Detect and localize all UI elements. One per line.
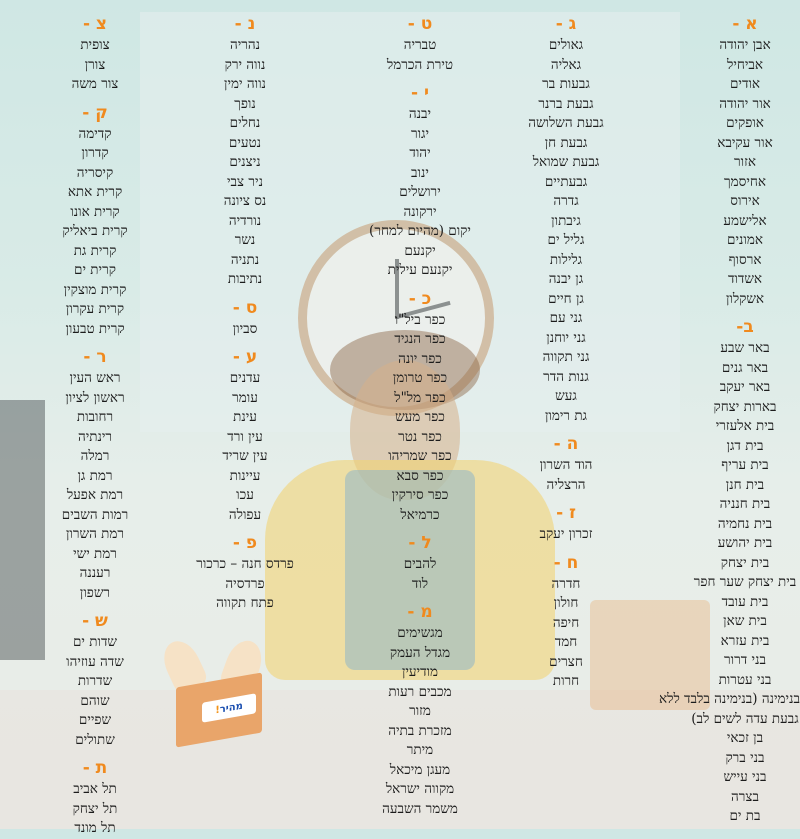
city-item: פרדסיה [225,575,265,592]
letter-heading: צ - [82,14,108,34]
city-item: חרות [552,673,580,689]
city-item: בני עייש [723,769,767,785]
city-item: נהריה [229,37,261,53]
city-item: בית יצחק [720,554,770,571]
logo-text: מהיר [219,700,243,716]
city-item: קרית ים [74,262,116,278]
city-item: גבעת עדה לשים לב) [691,710,799,727]
city-item: קדימה [78,125,112,142]
city-item: רמת גן [77,467,113,484]
city-item: הוד השרון [539,457,593,473]
city-item: בית חנן [725,476,765,493]
city-item: אזור [734,154,756,170]
city-item: בית עובד [721,593,769,610]
city-item: עיינות [229,467,261,484]
city-item: כפר מעש [395,409,445,425]
city-item: ניר צבי [227,173,263,190]
city-item: גני תקווה [542,349,590,365]
city-item: יבנה [408,106,432,122]
city-item: בית חנניה [719,496,771,512]
city-item: עין ורד [227,428,263,445]
city-item: חדרה [551,575,581,592]
city-item: בנימינה (בנימינה בלבד ללא [659,691,800,707]
city-item: בית יצחק שער חפר [693,574,797,590]
city-item: נתניה [230,251,260,268]
city-item: בני דרור [724,652,766,668]
city-item: אביחיל [727,56,763,73]
city-item: אלישמע [723,212,767,229]
city-item: כפר טרומן [392,370,448,386]
city-item: נטעים [228,134,262,151]
letter-heading: ה - [553,434,579,454]
city-item: הרצליה [546,476,586,493]
brand-logo [162,640,272,760]
city-item: כפר סבא [396,467,444,484]
city-item: ראש העין [69,370,121,386]
city-item: להבים [403,556,437,572]
city-item: מעגן מיכאל [389,761,451,778]
city-item: בית עזרא [720,632,770,649]
city-item: געש [555,388,577,404]
city-item: טירת הכרמל [386,56,454,73]
city-item: קדרון [81,145,109,161]
letter-heading: ט - [407,14,433,34]
city-item: גבעת ברנר [538,95,594,112]
city-item: גאולים [548,37,584,53]
city-item: פרדס חנה – כרכור [196,556,294,572]
city-item: גליל ים [547,232,585,248]
city-item: בית עריף [721,457,769,473]
city-item: גבעתיים [544,173,588,190]
city-item: מגשימים [397,625,443,641]
city-item: גבעות בר [542,76,590,92]
logo-accent: ! [215,704,220,716]
city-item: מודיעין [401,664,439,680]
city-item: בארות יצחק [713,398,777,415]
city-item: אחיסמך [724,173,766,190]
city-item: יקנעם עילית [387,262,453,278]
city-item: ירקונה [403,203,437,220]
city-item: לוד [411,575,429,592]
city-item: גני יוחנן [546,329,586,346]
city-item: כפר סירקין [391,487,449,503]
city-item: מגדל העמק [389,644,451,661]
city-item: קרית גת [73,242,117,259]
city-item: עכו [236,487,254,503]
letter-heading: י - [411,83,429,103]
city-item: קרית מוצקין [63,281,127,298]
city-item: שפיים [78,712,112,728]
city-item: קרית אונו [70,203,120,220]
city-item: רעננה [79,565,111,581]
city-item: שוהם [80,692,110,709]
city-item: עין שריד [222,448,268,464]
city-item: משמר השבעה [382,800,458,817]
city-item: אבן יהודה [719,37,771,53]
city-item: בית דגן [726,437,764,454]
city-item: נחלים [229,115,261,131]
city-item: גלילות [549,251,583,268]
city-item: מקווה ישראל [385,781,455,797]
city-item: באר יעקב [719,379,771,395]
city-item: בני ברק [725,749,765,766]
city-item: נופך [234,95,256,112]
city-item: קרית עקרון [65,301,125,317]
city-item: אור עקיבא [717,134,773,151]
letter-heading: מ - [407,602,433,622]
city-item: שתולים [75,731,115,748]
city-item: נס ציונה [223,193,267,209]
city-item: נווה ימין [224,76,266,92]
column-tsadi [35,12,155,839]
letter-heading: ס - [232,297,258,318]
city-item: יגור [410,125,430,142]
city-item: פתח תקווה [216,595,274,611]
letter-heading: א - [732,14,758,34]
city-item: כפר נטר [398,428,442,445]
city-item: רמלה [80,448,110,464]
city-item: חיפה [552,614,580,631]
city-item: גבעת השלושה [528,115,604,131]
city-item: גני עם [549,310,583,326]
city-item: כפר ביל"ו [394,311,446,328]
city-item: ארסוף [728,251,762,268]
city-item: באר גנים [721,359,769,376]
city-item: באר שבע [720,340,770,356]
city-item: בן זכאי [726,730,764,746]
city-item: גבעת שמואל [532,154,600,170]
city-item: שדות ים [73,634,117,650]
city-item: בית שאן [723,613,767,629]
city-item: כפר שמריהו [388,448,452,464]
city-item: אמונים [727,232,763,248]
city-item: אור יהודה [719,95,771,112]
column-nun [180,12,310,614]
city-item: ירושלים [399,184,441,200]
city-item: זכרון יעקב [539,526,593,542]
city-item: גת רימון [544,407,588,424]
column-alef [659,12,800,827]
city-item: אודים [729,76,760,92]
city-item: גבעת חן [544,134,588,151]
letter-heading: ק - [82,102,108,123]
letter-heading: כ - [408,288,432,309]
city-item: בית יהושע [717,535,773,551]
city-item: אירוס [730,193,760,209]
city-item: יקום (מהיום למחר) [369,223,471,239]
column-gimel [520,12,612,692]
city-item: גדרה [553,193,579,209]
city-item: כפר הנגיד [394,331,446,347]
city-item: רמות השבים [61,506,129,523]
city-item: רמת אפעל [66,487,124,503]
city-item: שדה עוזיהו [66,653,124,670]
city-item: אופקים [726,115,764,131]
city-item: ינוב [411,164,429,181]
letter-heading: ל - [408,533,432,553]
city-item: מזכרת בתיה [388,722,452,739]
city-item: יקנעם [404,242,436,259]
city-item: כפר מל"ל [394,389,446,406]
city-item: קרית אתא [67,184,123,200]
city-item: בית נחמיה [717,515,773,532]
city-item: יהוד [409,145,431,161]
city-item: טבריה [403,37,437,53]
city-item: נשר [234,232,256,248]
city-item: תל מונד [74,820,116,836]
city-item: עפולה [228,506,262,523]
city-item: גן חיים [548,290,584,307]
letter-heading: ע - [232,347,258,367]
city-item: תל יצחק [72,800,118,817]
city-item: עדנים [229,370,261,386]
city-item: כרמיאל [400,506,440,523]
city-item: תל אביב [73,781,117,797]
city-item: גנות הדר [543,368,589,385]
city-item: רמת ישי [73,545,117,562]
city-item: חמד [554,634,578,650]
letter-heading: ז - [556,503,576,523]
city-item: גיבתון [551,212,581,229]
city-item: מיתר [406,742,434,758]
city-item: קרית ביאליק [62,223,128,239]
city-item: אשדוד [727,271,763,287]
city-item: מזור [409,703,431,719]
city-item: רשפון [79,584,111,601]
city-item: נווה ירק [224,56,266,73]
letter-heading: ח - [553,552,579,573]
city-item: בת ים [729,808,761,824]
letter-heading: ב- [736,317,754,337]
city-item: חצרים [549,653,583,670]
city-item: רינתיה [77,428,113,445]
city-item: צור משה [71,76,119,92]
city-item: נורדיה [228,212,262,229]
city-item: עומר [232,389,258,406]
city-item: רמת השרון [65,526,124,542]
letter-heading: ת - [82,758,108,778]
city-item: צורן [84,56,106,73]
city-item: עינת [233,409,257,425]
city-item: צופית [80,37,110,53]
city-item: מכבים רעות [388,683,452,700]
city-item: קרית טבעון [65,320,125,337]
letter-heading: ר - [83,347,107,367]
letter-heading: ש - [82,611,108,631]
city-item: אשקלון [725,290,765,307]
city-item: סביון [232,320,258,337]
city-item: כפר יונה [398,350,442,367]
city-item: שדרות [77,673,113,689]
city-item: נתיבות [227,271,263,287]
city-item: ראשון לציון [65,389,125,406]
city-item: קיסריה [76,164,114,181]
city-item: בית אלעזרי [715,418,775,434]
letter-heading: פ - [232,533,258,553]
city-item: גאליה [550,56,582,73]
city-item: גן יבנה [548,271,584,287]
city-item: בצרה [731,788,759,805]
city-item: חולון [553,595,579,611]
letter-heading: נ - [234,14,256,34]
city-item: ניצנים [229,154,261,170]
column-tet [340,12,500,819]
city-item: רחובות [76,409,114,425]
city-item: בני עטרות [718,671,772,688]
letter-heading: ג - [555,14,577,34]
